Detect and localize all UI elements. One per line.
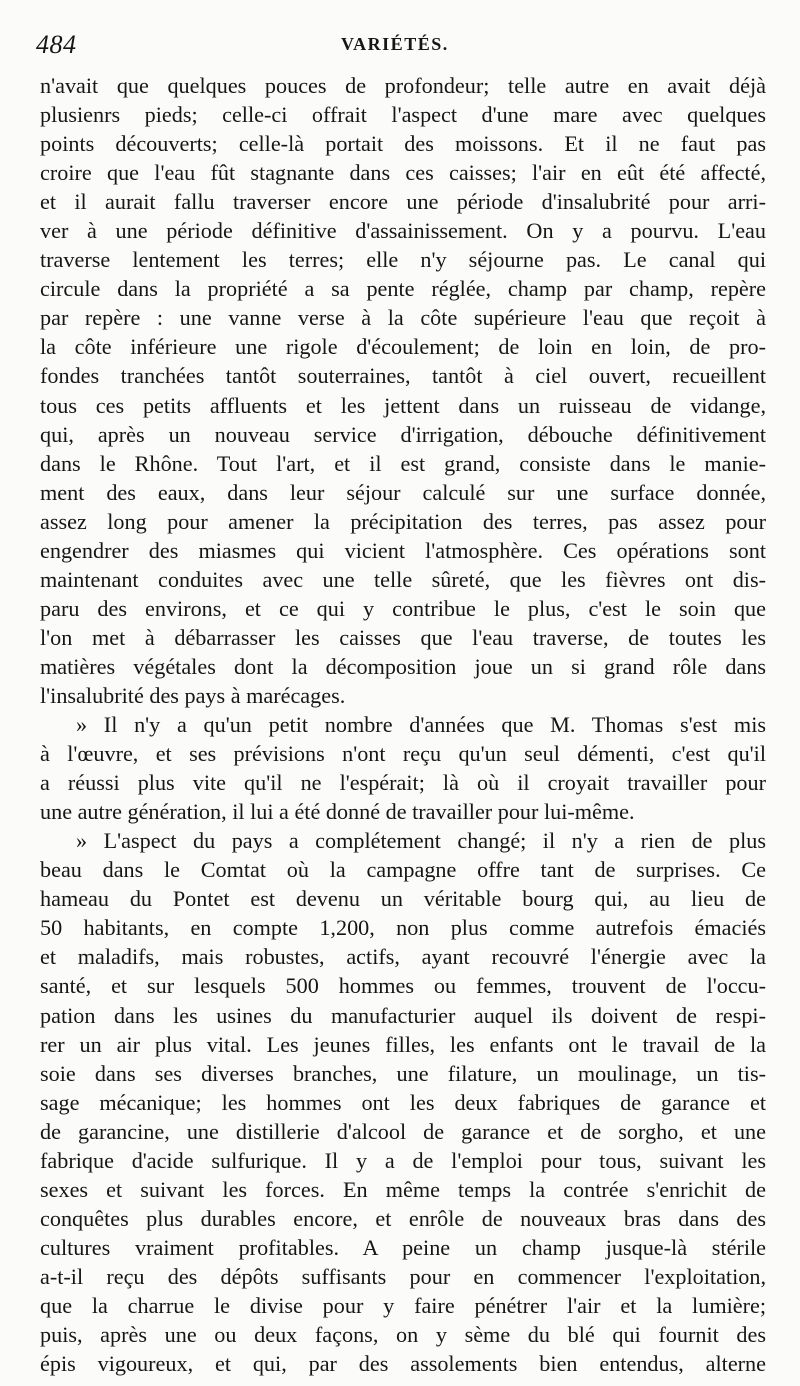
text-line: que la charrue le divise pour y faire pénétrer l'air et la lumière; (40, 1292, 766, 1318)
text-line: qui, après un nouveau service d'irrigation, débouche définitivement (40, 421, 766, 447)
text-line: engendrer des miasmes qui vicient l'atmosphère. Ces opérations sont (40, 537, 766, 563)
text-line: traverse lentement les terres; elle n'y séjourne pas. Le canal qui (40, 247, 766, 273)
text-line: soie dans ses diverses branches, une filature, un moulinage, un tis- (40, 1060, 766, 1086)
text-line: ver à une période définitive d'assainissement. On y a pourvu. L'eau (40, 218, 766, 244)
text-line: 50 habitants, en compte 1,200, non plus comme autrefois émaciés (40, 915, 766, 941)
text-line: l'insalubrité des pays à marécages. (40, 682, 346, 708)
text-line: à l'œuvre, et ses prévisions n'ont reçu qu'un seul démenti, c'est qu'il (40, 741, 766, 767)
text-line: par repère : une vanne verse à la côte supérieure l'eau que reçoit à (40, 305, 766, 331)
text-line: l'on met à débarrasser les caisses que l'eau traverse, de toutes les (40, 624, 766, 650)
text-line: circule dans la propriété a sa pente réglée, champ par champ, repère (40, 276, 766, 302)
text-line: matières végétales dont la décomposition joue un si grand rôle dans (40, 653, 766, 679)
text-line: puis, après une ou deux façons, on y sème du blé qui fournit des (40, 1322, 766, 1348)
text-line: dans le Rhône. Tout l'art, et il est grand, consiste dans le manie- (40, 450, 766, 476)
text-line: » Il n'y a qu'un petit nombre d'années que M. Thomas s'est mis (76, 712, 766, 738)
text-line: de garancine, une distillerie d'alcool de garance et de sorgho, et une (40, 1118, 766, 1144)
text-line: points découverts; celle-là portait des moissons. Et il ne faut pas (40, 131, 766, 157)
text-line: hameau du Pontet est devenu un véritable bourg qui, au lieu de (40, 886, 766, 912)
text-line: ment des eaux, dans leur séjour calculé sur une surface donnée, (40, 479, 766, 505)
text-line: beau dans le Comtat où la campagne offre tant de surprises. Ce (40, 857, 766, 883)
text-line: a réussi plus vite qu'il ne l'espérait; là où il croyait travailler pour (40, 770, 766, 796)
text-line: sage mécanique; les hommes ont les deux fabriques de garance et (40, 1089, 766, 1115)
text-line: fabrique d'acide sulfurique. Il y a de l'emploi pour tous, suivant les (40, 1147, 766, 1173)
text-line: tous ces petits affluents et les jettent dans un ruisseau de vidange, (40, 392, 766, 418)
text-line: sexes et suivant les forces. En même temps la contrée s'enrichit de (40, 1176, 766, 1202)
page-header (36, 30, 760, 62)
body-text (40, 71, 766, 1378)
text-line: » L'aspect du pays a complétement changé; il n'y a rien de plus (76, 828, 766, 854)
text-line: croire que l'eau fût stagnante dans ces caisses; l'air en eût été affecté, (40, 160, 766, 186)
text-line: maintenant conduites avec une telle sûreté, que les fièvres ont dis- (40, 566, 766, 592)
page-number: 484 (36, 30, 77, 59)
text-line: cultures vraiment profitables. A peine un champ jusque-là stérile (40, 1234, 766, 1260)
text-line: pation dans les usines du manufacturier auquel ils doivent de respi- (40, 1002, 766, 1028)
running-head: VARIÉTÉS. (341, 34, 449, 54)
text-line: assez long pour amener la précipitation des terres, pas assez pour (40, 508, 766, 534)
text-line: santé, et sur lesquels 500 hommes ou femmes, trouvent de l'occu- (40, 973, 766, 999)
text-line: la côte inférieure une rigole d'écoulement; de loin en loin, de pro- (40, 334, 766, 360)
text-line: rer un air plus vital. Les jeunes filles, les enfants ont le travail de la (40, 1031, 766, 1057)
text-line: et il aurait fallu traverser encore une période d'insalubrité pour arri- (40, 189, 766, 215)
text-line: plusienrs pieds; celle-ci offrait l'aspect d'une mare avec quelques (40, 102, 766, 128)
text-line: et maladifs, mais robustes, actifs, ayant recouvré l'énergie avec la (40, 944, 766, 970)
text-line: conquêtes plus durables encore, et enrôle de nouveaux bras dans des (40, 1205, 766, 1231)
text-line: fondes tranchées tantôt souterraines, tantôt à ciel ouvert, recueillent (40, 363, 766, 389)
text-line: paru des environs, et ce qui y contribue le plus, c'est le soin que (40, 595, 766, 621)
text-line: une autre génération, il lui a été donné de travailler pour lui-même. (40, 799, 635, 825)
text-line: a-t-il reçu des dépôts suffisants pour en commencer l'exploitation, (40, 1263, 766, 1289)
text-line: épis vigoureux, et qui, par des assolements bien entendus, alterne (40, 1351, 766, 1377)
text-line: n'avait que quelques pouces de profondeur; telle autre en avait déjà (40, 73, 766, 98)
